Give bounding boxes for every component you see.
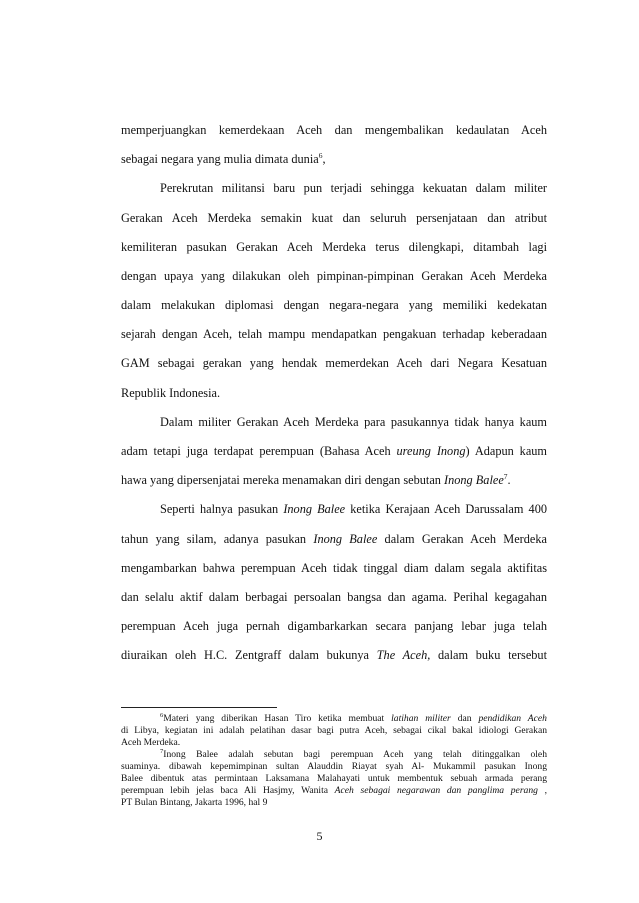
page-number: 5 bbox=[316, 829, 323, 843]
body-line-13 bbox=[121, 472, 547, 488]
body-text: dalam buku tersebut bbox=[430, 648, 547, 662]
italic-term: Inong Balee bbox=[313, 532, 378, 546]
footnote-text: dan bbox=[450, 713, 479, 724]
footnote-ref-6[interactable]: 6 bbox=[318, 151, 323, 160]
body-line-15 bbox=[121, 531, 547, 547]
footnote-italic: Aceh sebagai negarawan dan panglima perang bbox=[334, 785, 538, 796]
body-line-19 bbox=[121, 647, 547, 663]
footnote-text: perempuan lebih jelas baca Ali Hasjmy, Wanita bbox=[121, 785, 335, 796]
footnote-7-line-1 bbox=[160, 749, 547, 761]
italic-term: Inong Balee bbox=[444, 473, 504, 487]
body-line-7: dalam melakukan diplomasi dengan negara-negara yang memiliki kedekatan bbox=[121, 298, 547, 312]
body-text: adam tetapi juga terdapat perempuan (Bahasa Aceh bbox=[121, 444, 397, 458]
footnote-number: 7 bbox=[160, 748, 164, 755]
italic-term: Inong Balee bbox=[283, 502, 346, 516]
body-line-5: kemiliteran pasukan Gerakan Aceh Merdeka terus dilengkapi, ditambah lagi bbox=[121, 240, 547, 254]
footnote-text: , bbox=[537, 785, 548, 796]
body-line-17: dan selalu aktif dalam berbagai persoalan bangsa dan agama. Perihal kegagahan bbox=[121, 590, 547, 604]
footnote-italic: latihan militer bbox=[391, 713, 451, 724]
body-line-11: Dalam militer Gerakan Aceh Merdeka para pasukannya tidak hanya kaum bbox=[160, 415, 547, 429]
footnote-italic: pendidikan Aceh bbox=[478, 713, 547, 724]
footnote-6-line-3: Aceh Merdeka. bbox=[121, 737, 181, 748]
punctuation: . bbox=[507, 473, 511, 487]
body-text: hawa yang dipersenjatai mereka menamakan diri dengan sebutan bbox=[121, 473, 445, 487]
body-line-10: Republik Indonesia. bbox=[121, 386, 221, 400]
body-line-16: mengambarkan bahwa perempuan Aceh tidak tinggal diam dalam segala aktifitas bbox=[121, 561, 547, 575]
italic-term: ureung Inong bbox=[396, 444, 466, 458]
body-line-18: perempuan Aceh juga pernah digambarkarkan secara panjang lebar juga telah bbox=[121, 619, 547, 633]
body-line-2 bbox=[121, 151, 547, 167]
body-line-3: Perekrutan militansi baru pun terjadi sehingga kekuatan dalam militer bbox=[160, 181, 547, 195]
footnote-ref-7[interactable]: 7 bbox=[503, 472, 508, 481]
body-line-9: GAM sebagai gerakan yang hendak memerdekan Aceh dari Negara Kesatuan bbox=[121, 356, 547, 370]
body-text: sebagai negara yang mulia dimata dunia bbox=[121, 152, 319, 166]
punctuation: , bbox=[322, 152, 326, 166]
body-text: tahun yang silam, adanya pasukan bbox=[121, 532, 314, 546]
footnote-7-line-4 bbox=[121, 785, 547, 797]
body-text: ketika Kerajaan Aceh Darussalam 400 bbox=[345, 502, 547, 516]
body-text: Seperti halnya pasukan bbox=[160, 502, 284, 516]
body-line-4: Gerakan Aceh Merdeka semakin kuat dan seluruh persenjataan dan atribut bbox=[121, 211, 547, 225]
body-line-14 bbox=[160, 501, 547, 517]
body-line-6: dengan upaya yang dilakukan oleh pimpinan-pimpinan Gerakan Aceh Merdeka bbox=[121, 269, 547, 283]
body-text: diuraikan oleh H.C. Zentgraff dalam bukunya bbox=[121, 648, 377, 662]
footnote-7-line-3: Balee dibentuk atas permintaan Laksamana Malahayati untuk membentuk sebuah armada perang bbox=[121, 773, 547, 784]
footnote-divider bbox=[121, 707, 277, 708]
body-line-12 bbox=[121, 443, 547, 459]
body-line-1: memperjuangkan kemerdekaan Aceh dan mengembalikan kedaulatan Aceh bbox=[121, 123, 547, 137]
footnote-6-line-2: di Libya, kegiatan ini adalah pelatihan dasar bagi putra Aceh, sebagai cikal bakal idiologi Gerakan bbox=[121, 725, 547, 736]
body-line-8: sejarah dengan Aceh, telah mampu mendapatkan pengakuan terhadap keberadaan bbox=[121, 327, 547, 341]
footnote-7-line-2: suaminya. dibawah kepemimpinan sultan Alauddin Riayat syah Al- Mukammil pasukan Inong bbox=[121, 761, 547, 772]
body-text: ) Adapun kaum bbox=[465, 444, 547, 458]
footnote-7-line-5: PT Bulan Bintang, Jakarta 1996, hal 9 bbox=[121, 797, 268, 808]
footnote-text: Materi yang diberikan Hasan Tiro ketika membuat bbox=[163, 713, 392, 724]
footnote-6-line-1 bbox=[160, 713, 547, 725]
footnote-number: 6 bbox=[160, 712, 164, 719]
body-text: dalam Gerakan Aceh Merdeka bbox=[377, 532, 547, 546]
italic-term: The Aceh, bbox=[376, 648, 431, 662]
footnote-text: Inong Balee adalah sebutan bagi perempuan Aceh yang telah ditinggalkan oleh bbox=[163, 749, 547, 760]
